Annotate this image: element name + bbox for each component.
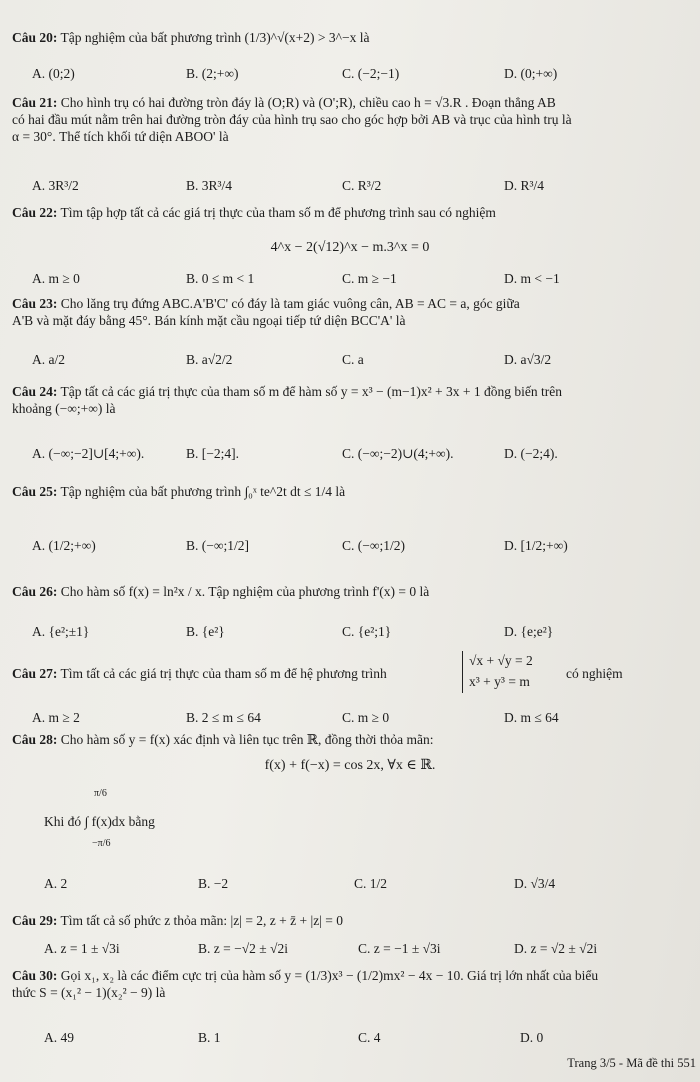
q27-tail: có nghiệm	[566, 666, 623, 681]
option-d: D. (−2;4).	[504, 446, 558, 461]
q28-equation: f(x) + f(−x) = cos 2x, ∀x ∈ ℝ.	[264, 758, 436, 773]
question-30	[12, 968, 692, 1002]
option-a: A. 3R³/2	[32, 178, 79, 193]
question-number: Câu 22:	[12, 205, 58, 220]
option-d: D. (0;+∞)	[504, 66, 558, 81]
option-a: A. 49	[44, 1030, 74, 1045]
question-26	[12, 584, 692, 601]
option-a: A. (1/2;+∞)	[32, 538, 96, 553]
question-text: Tập tất cả các giá trị thực của tham số m để hàm số y = x³ − (m−1)x² + 3x + 1 đồng biến trên	[60, 384, 563, 399]
question-number: Câu 24:	[12, 384, 58, 399]
question-text: A'B và mặt đáy bằng 45°. Bán kính mặt cầu ngoại tiếp tứ diện BCC'A' là	[12, 312, 406, 328]
option-d: D. m < −1	[504, 271, 560, 286]
option-b: B. −2	[198, 876, 229, 891]
option-b: B. [−2;4].	[186, 446, 239, 461]
option-d: D. [1/2;+∞)	[504, 538, 568, 553]
question-text: Tập nghiệm của bất phương trình (1/3)^√(x+2) > 3^−x là	[60, 30, 370, 45]
option-b: B. 2 ≤ m ≤ 64	[186, 710, 261, 725]
option-c: C. (−∞;1/2)	[342, 538, 405, 553]
question-text: có hai đầu mút nằm trên hai đường tròn đáy của hình trụ sao cho góc hợp bởi AB và trục của hình trụ là	[12, 111, 572, 127]
option-b: B. 1	[198, 1030, 221, 1045]
question-text: Tìm tất cả số phức z thỏa mãn: |z| = 2, z + z̄ + |z| = 0	[60, 913, 344, 928]
option-c: C. (−∞;−2)∪(4;+∞).	[342, 446, 454, 461]
question-number: Câu 25:	[12, 484, 58, 499]
option-d: D. m ≤ 64	[504, 710, 559, 725]
q22-equation: 4^x − 2(√12)^x − m.3^x = 0	[270, 240, 430, 255]
question-28	[12, 732, 692, 749]
option-d: D. {e;e²}	[504, 624, 554, 639]
question-number: Câu 26:	[12, 584, 58, 599]
option-c: C. z = −1 ± √3i	[358, 941, 441, 956]
option-b: B. (2;+∞)	[186, 66, 239, 81]
question-29	[12, 913, 692, 930]
question-22	[12, 205, 692, 222]
question-text: Cho lăng trụ đứng ABC.A'B'C' có đáy là tam giác vuông cân, AB = AC = a, góc giữa	[60, 296, 520, 311]
option-b: B. 0 ≤ m < 1	[186, 271, 255, 286]
option-c: C. m ≥ −1	[342, 271, 397, 286]
option-b: B. (−∞;1/2]	[186, 538, 249, 553]
question-text: Cho hình trụ có hai đường tròn đáy là (O;R) và (O';R), chiều cao h = √3.R . Đoạn thẳng AB	[60, 95, 556, 110]
question-20	[12, 30, 692, 47]
question-text: khoảng (−∞;+∞) là	[12, 400, 116, 416]
option-a: A. z = 1 ± √3i	[44, 941, 120, 956]
option-a: A. m ≥ 0	[32, 271, 80, 286]
question-number: Câu 28:	[12, 732, 58, 747]
option-a: A. m ≥ 2	[32, 710, 80, 725]
question-number: Câu 21:	[12, 95, 58, 110]
option-d: D. 0	[520, 1030, 544, 1045]
integral-upper-limit: π/6	[94, 788, 107, 799]
option-d: D. a√3/2	[504, 352, 552, 367]
question-24	[12, 384, 692, 418]
question-23	[12, 296, 692, 330]
question-number: Câu 30:	[12, 968, 58, 983]
question-21	[12, 95, 692, 146]
question-25	[12, 484, 692, 501]
question-number: Câu 23:	[12, 296, 58, 311]
integral-lower-limit: −π/6	[92, 838, 111, 849]
question-text: Gọi x₁, x₂ là các điểm cực trị của hàm số y = (1/3)x³ − (1/2)mx² − 4x − 10. Giá trị lớn nhất của biểu	[60, 968, 599, 983]
option-d: D. z = √2 ± √2i	[514, 941, 598, 956]
question-text: Cho hàm số f(x) = ln²x / x. Tập nghiệm của phương trình f'(x) = 0 là	[60, 584, 430, 599]
q27-system	[462, 651, 533, 693]
option-b: B. z = −√2 ± √2i	[198, 941, 288, 956]
option-b: B. 3R³/4	[186, 178, 233, 193]
option-a: A. a/2	[32, 352, 65, 367]
question-text: Tìm tất cả các giá trị thực của tham số m để hệ phương trình	[60, 666, 387, 681]
page-footer: Trang 3/5 - Mã đề thi 551	[567, 1056, 696, 1070]
system-eq-1: √x + √y = 2	[469, 653, 533, 668]
question-text: Tập nghiệm của bất phương trình ∫₀ˣ te^2t dt ≤ 1/4 là	[60, 484, 346, 499]
option-d: D. √3/4	[514, 876, 556, 891]
question-number: Câu 20:	[12, 30, 58, 45]
option-c: C. {e²;1}	[342, 624, 392, 639]
option-b: B. a√2/2	[186, 352, 233, 367]
option-c: C. m ≥ 0	[342, 710, 390, 725]
question-text: α = 30°. Thể tích khối tứ diện ABOO' là	[12, 128, 229, 144]
question-number: Câu 27:	[12, 666, 58, 681]
option-c: C. 4	[358, 1030, 381, 1045]
question-text: Cho hàm số y = f(x) xác định và liên tục trên ℝ, đồng thời thỏa mãn:	[60, 732, 434, 747]
question-text: thức S = (x₁² − 1)(x₂² − 9) là	[12, 984, 166, 1000]
system-eq-2: x³ + y³ = m	[469, 673, 530, 689]
q28-khi-do: Khi đó ∫ f(x)dx bằng	[44, 814, 155, 829]
option-c: C. 1/2	[354, 876, 388, 891]
option-c: C. R³/2	[342, 178, 382, 193]
option-a: A. (−∞;−2]∪[4;+∞).	[32, 446, 145, 461]
option-a: A. (0;2)	[32, 66, 75, 81]
option-a: A. 2	[44, 876, 68, 891]
question-number: Câu 29:	[12, 913, 58, 928]
option-a: A. {e²;±1}	[32, 624, 90, 639]
option-b: B. {e²}	[186, 624, 225, 639]
option-c: C. (−2;−1)	[342, 66, 400, 81]
option-c: C. a	[342, 352, 364, 367]
question-text: Tìm tập hợp tất cả các giá trị thực của tham số m để phương trình sau có nghiệm	[60, 205, 496, 220]
option-d: D. R³/4	[504, 178, 545, 193]
